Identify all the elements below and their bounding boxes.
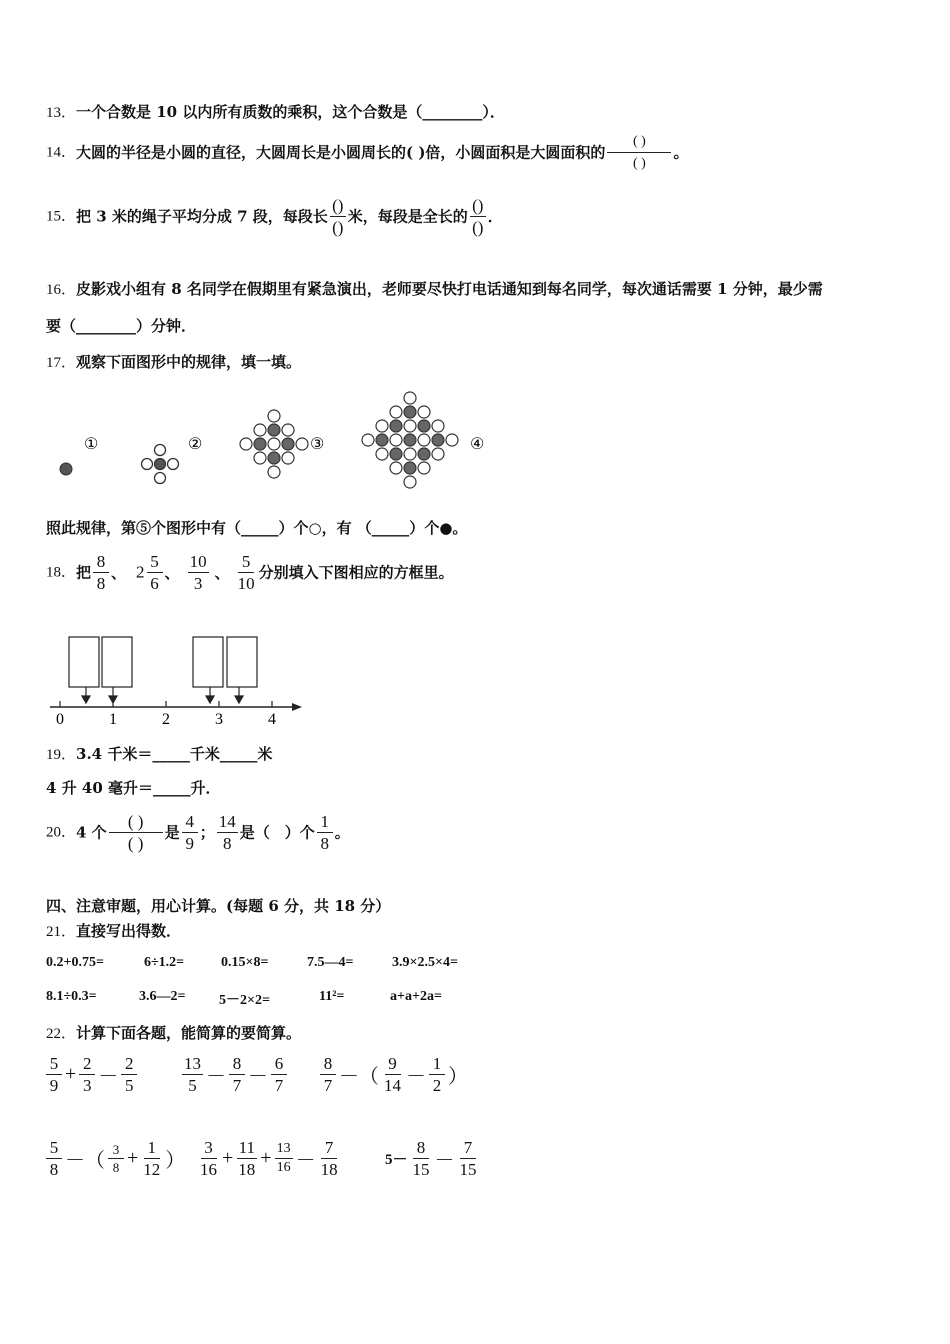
tick-label: 3: [215, 711, 223, 728]
number-line: [40, 630, 320, 730]
hollow-dot: [268, 466, 280, 478]
question-number: 13．: [46, 105, 77, 121]
hollow-dot: [390, 434, 402, 446]
question-number: 20．: [46, 824, 77, 841]
question-number: 15．: [46, 208, 77, 225]
figure-label: ③: [310, 436, 325, 453]
filled-dot: [418, 448, 430, 460]
fraction: $\frac{5}{10}$: [237, 552, 255, 593]
filled-dot: [60, 463, 72, 475]
expression-2: $\frac{13}{5}$ － $\frac{8}{7}$ － $\frac{6}{7}$: [180, 1054, 289, 1095]
question-17-answer: 照此规律，第⑤个图形中有（_____）个○，有 （_____）个●。: [46, 519, 468, 537]
question-13: [46, 102, 505, 123]
filled-dot: [268, 452, 280, 464]
hollow-dot: [282, 424, 294, 436]
fraction: $\frac{()}{()}$: [330, 196, 346, 237]
calc-item: 8.1÷0.3=: [46, 989, 97, 1004]
calc-item: 6÷1.2=: [144, 955, 185, 970]
figure-4: [362, 392, 458, 488]
question-17: 17．观察下面图形中的规律，填一填。: [46, 353, 302, 371]
question-18: 18．把 $\frac{8}{8}$ 、 2 $\frac{5}{6}$ 、 $\frac{10}{3}$ 、 $\frac{5}{10}$ 分别填入下图相应的方框里。: [46, 552, 454, 593]
hollow-dot: [404, 476, 416, 488]
question-20: 20．4 个 $\frac{( )}{( )}$ 是 $\frac{4}{9}$ ； $\frac{14}{8}$ 是（ ）个 $\frac{1}{8}$ 。: [46, 812, 350, 853]
fraction: $\frac{10}{3}$: [189, 552, 207, 593]
expression-1: $\frac{5}{9}$ + $\frac{2}{3}$ － $\frac{2}{5}$: [44, 1054, 139, 1095]
hollow-dot: [268, 438, 280, 450]
pattern-figures: [40, 380, 560, 500]
hollow-dot: [390, 406, 402, 418]
hollow-dot: [296, 438, 308, 450]
question-number: 19．: [46, 747, 77, 763]
calc-item: 7.5—4=: [307, 955, 354, 970]
fraction: $\frac{14}{8}$: [218, 812, 236, 853]
hollow-dot: [362, 434, 374, 446]
calc-item: 11²=: [319, 989, 345, 1004]
expression-3: $\frac{8}{7}$ －（ $\frac{9}{14}$ － $\frac{1}{2}$ ）: [318, 1054, 469, 1095]
answer-box[interactable]: [193, 637, 223, 687]
filled-dot: [390, 420, 402, 432]
fraction: $\frac{1}{8}$: [317, 812, 333, 853]
calc-item: 5－2×2=: [219, 993, 270, 1008]
calc-item: 3.6—2=: [139, 989, 186, 1004]
question-19: 19．3.4 千米＝_____千米_____米: [46, 745, 273, 763]
hollow-dot: [254, 452, 266, 464]
tick-label: 1: [109, 711, 117, 728]
filled-dot: [432, 434, 444, 446]
figure-2: [142, 445, 179, 484]
question-number: 21．: [46, 924, 77, 940]
question-number: 18．: [46, 564, 77, 581]
calc-item: a+a+2a=: [390, 989, 442, 1004]
tick-label: 4: [268, 711, 276, 728]
filled-dot: [418, 420, 430, 432]
answer-box[interactable]: [102, 637, 132, 687]
question-number: 17．: [46, 355, 77, 371]
hollow-dot: [418, 462, 430, 474]
tick-label: 2: [162, 711, 170, 728]
fraction: $\frac{( )}{( )}$: [109, 812, 163, 853]
filled-dot: [404, 406, 416, 418]
fraction: $\frac{8}{8}$: [93, 552, 109, 593]
answer-box[interactable]: [227, 637, 257, 687]
question-22: 22．计算下面各题，能简算的要简算。: [46, 1024, 302, 1042]
calc-item: 3.9×2.5×4=: [392, 955, 458, 970]
hollow-dot: [268, 410, 280, 422]
filled-dot: [390, 448, 402, 460]
hollow-dot: [240, 438, 252, 450]
fraction: $\frac{( )}{( )}$: [607, 132, 671, 173]
question-number: 14．: [46, 144, 77, 161]
hollow-dot: [404, 420, 416, 432]
calc-item: 0.2+0.75=: [46, 955, 104, 970]
hollow-dot: [432, 420, 444, 432]
hollow-dot: [376, 420, 388, 432]
hollow-dot: [254, 424, 266, 436]
question-text: 一个合数是 10 以内所有质数的乘积，这个合数是（________）．: [76, 103, 505, 121]
tick-label: 0: [56, 711, 64, 728]
filled-dot: [282, 438, 294, 450]
question-19-line2: 4 升 40 毫升＝_____升．: [46, 779, 221, 797]
hollow-dot: [282, 452, 294, 464]
answer-box[interactable]: [69, 637, 99, 687]
figure-3: [240, 410, 308, 478]
calc-item: 0.15×8=: [221, 955, 269, 970]
question-14: 14．大圆的半径是小圆的直径，大圆周长是小圆周长的( )倍，小圆面积是大圆面积的 $\frac{( )}{( )}$ 。: [46, 134, 689, 171]
filled-dot: [268, 424, 280, 436]
hollow-dot: [432, 448, 444, 460]
question-16: 16．皮影戏小组有 8 名同学在假期里有紧急演出，老师要尽快打电话通知到每名同学，每次通话需要 1 分钟，最少需: [46, 280, 823, 298]
expression-6: 5－ $\frac{8}{15}$ － $\frac{7}{15}$: [385, 1138, 477, 1179]
hollow-dot: [404, 392, 416, 404]
filled-dot: [376, 434, 388, 446]
hollow-dot: [376, 448, 388, 460]
expression-4: $\frac{5}{8}$ －（ $\frac{3}{8}$ + $\frac{1}{12}$ ）: [44, 1138, 186, 1179]
figure-label: ④: [470, 436, 485, 453]
question-text: 大圆的半径是小圆的直径，大圆周长是小圆周长的( )倍，小圆面积是大圆面积的: [76, 143, 606, 162]
expression-5: $\frac{3}{16}$ + $\frac{11}{18}$ + $\frac{13}{16}$ － $\frac{7}{18}$: [200, 1138, 338, 1179]
filled-dot: [404, 462, 416, 474]
filled-dot: [404, 434, 416, 446]
question-16-line2: 要（________）分钟．: [46, 317, 197, 335]
filled-dot: [254, 438, 266, 450]
fraction: $\frac{5}{6}$: [147, 552, 163, 593]
figure-label: ①: [84, 436, 99, 453]
question-21: 21．直接写出得数．: [46, 922, 182, 940]
question-number: 22．: [46, 1026, 77, 1042]
hollow-dot: [404, 448, 416, 460]
section-title: 四、注意审题，用心计算。(每题 6 分，共 18 分）: [46, 897, 391, 915]
question-number: 16．: [46, 282, 77, 298]
axis-arrow: [292, 703, 302, 711]
fraction: $\frac{4}{9}$: [182, 812, 198, 853]
hollow-dot: [418, 406, 430, 418]
hollow-dot: [418, 434, 430, 446]
fraction: $\frac{()}{()}$: [470, 196, 486, 237]
figure-label: ②: [188, 436, 203, 453]
hollow-dot: [446, 434, 458, 446]
hollow-dot: [390, 462, 402, 474]
question-15: 15．把 3 米的绳子平均分成 7 段，每段长 $\frac{()}{()}$ 米，每段是全长的 $\frac{()}{()}$ ．: [46, 196, 503, 237]
